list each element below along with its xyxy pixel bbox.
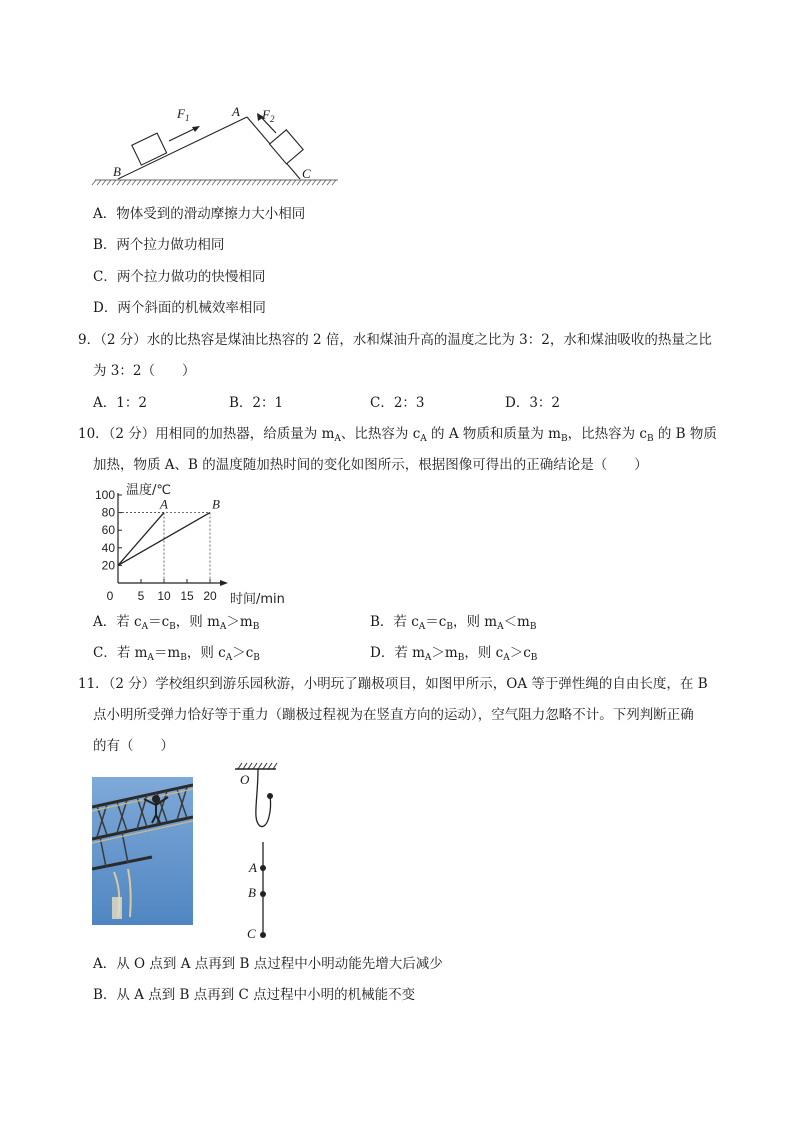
vertex-label-c: C	[302, 166, 311, 181]
series-label-b: B	[212, 496, 220, 512]
point-label-a: A	[249, 860, 257, 875]
force-label-f1: $F_1$	[177, 106, 190, 123]
x-axis-title: 时间/min	[230, 592, 285, 607]
point-label-c: C	[247, 926, 256, 941]
q10-stem-line2: 加热，物质 A、B 的温度随加热时间的变化如图所示，根据图像可得出的正确结论是（ ）	[93, 457, 648, 473]
q8-option-b: B．两个拉力做功相同	[93, 237, 225, 253]
q9-stem-line1: 9．（2 分）水的比热容是煤油比热容的 2 倍，水和煤油升高的温度之比为 3：2，水和煤油吸收的热量之比	[78, 332, 712, 348]
y-tick-label: 40	[101, 540, 115, 555]
q9-option-a: A．1：2	[93, 395, 147, 411]
x-axis-arrow	[220, 580, 228, 586]
q11-option-a: A．从 O 点到 A 点再到 B 点过程中小明动能先增大后减少	[93, 956, 443, 972]
x-tick-label: 15	[180, 589, 194, 603]
q11-stem-line3: 的有（ ）	[93, 738, 174, 754]
y-tick-label: 20	[101, 558, 115, 573]
vertex-label-b: B	[113, 164, 121, 179]
series-line-a	[118, 513, 164, 566]
q10-option-b: B．若 $c_A=c_B$，则 $m_A<m_B$	[370, 614, 537, 632]
q10-stem-line1: 10．（2 分）用相同的加热器，给质量为 $m_A$、比热容为 $c_A$ 的 A 物质和质量为 $m_B$，比热容为 $c_B$ 的 B 物质	[78, 426, 717, 444]
x-tick-label: 0	[106, 589, 114, 603]
q8-option-a: A．物体受到的滑动摩擦力大小相同	[93, 206, 306, 222]
force-label-f2: $F_2$	[262, 107, 275, 124]
point-label-b: B	[248, 885, 256, 900]
q10-option-c: C．若 $m_A=m_B$，则 $c_A>c_B$	[93, 645, 260, 663]
point-label-o: O	[240, 772, 250, 787]
q9-option-b: B．2：1	[229, 395, 284, 411]
x-tick-label: 10	[157, 589, 171, 603]
q8-option-c: C．两个拉力做功的快慢相同	[93, 269, 266, 285]
series-label-a: A	[160, 496, 168, 512]
q11-option-b: B．从 A 点到 B 点再到 C 点过程中小明的机械能不变	[93, 987, 416, 1003]
q10-option-a: A．若 $c_A=c_B$，则 $m_A>m_B$	[93, 614, 260, 632]
y-tick-label: 80	[101, 505, 115, 520]
x-tick-label: 20	[203, 589, 217, 603]
y-tick-label: 60	[101, 523, 115, 538]
q9-option-c: C．2：3	[370, 395, 425, 411]
q9-stem-line2: 为 3：2（ ）	[93, 363, 196, 379]
q11-stem-line2: 点小明所受弹力恰好等于重力（蹦极过程视为在竖直方向的运动），空气阻力忽略不计。下列判断正确	[93, 707, 694, 723]
temperature-time-chart	[88, 478, 288, 608]
vertex-label-a: A	[232, 104, 240, 119]
x-tick-label: 5	[137, 589, 145, 603]
bungee-photo	[92, 777, 193, 925]
q11-stem-line1: 11．（2 分）学校组织到游乐园秋游，小明玩了蹦极项目，如图甲所示，OA 等于弹性绳的自由长度，在 B	[78, 676, 708, 692]
q8-option-d: D．两个斜面的机械效率相同	[93, 300, 266, 316]
y-axis-title: 温度/℃	[126, 483, 171, 498]
q9-option-d: D．3：2	[505, 395, 561, 411]
q10-option-d: D．若 $m_A>m_B$，则 $c_A>c_B$	[370, 645, 538, 663]
y-tick-label: 100	[94, 488, 115, 502]
